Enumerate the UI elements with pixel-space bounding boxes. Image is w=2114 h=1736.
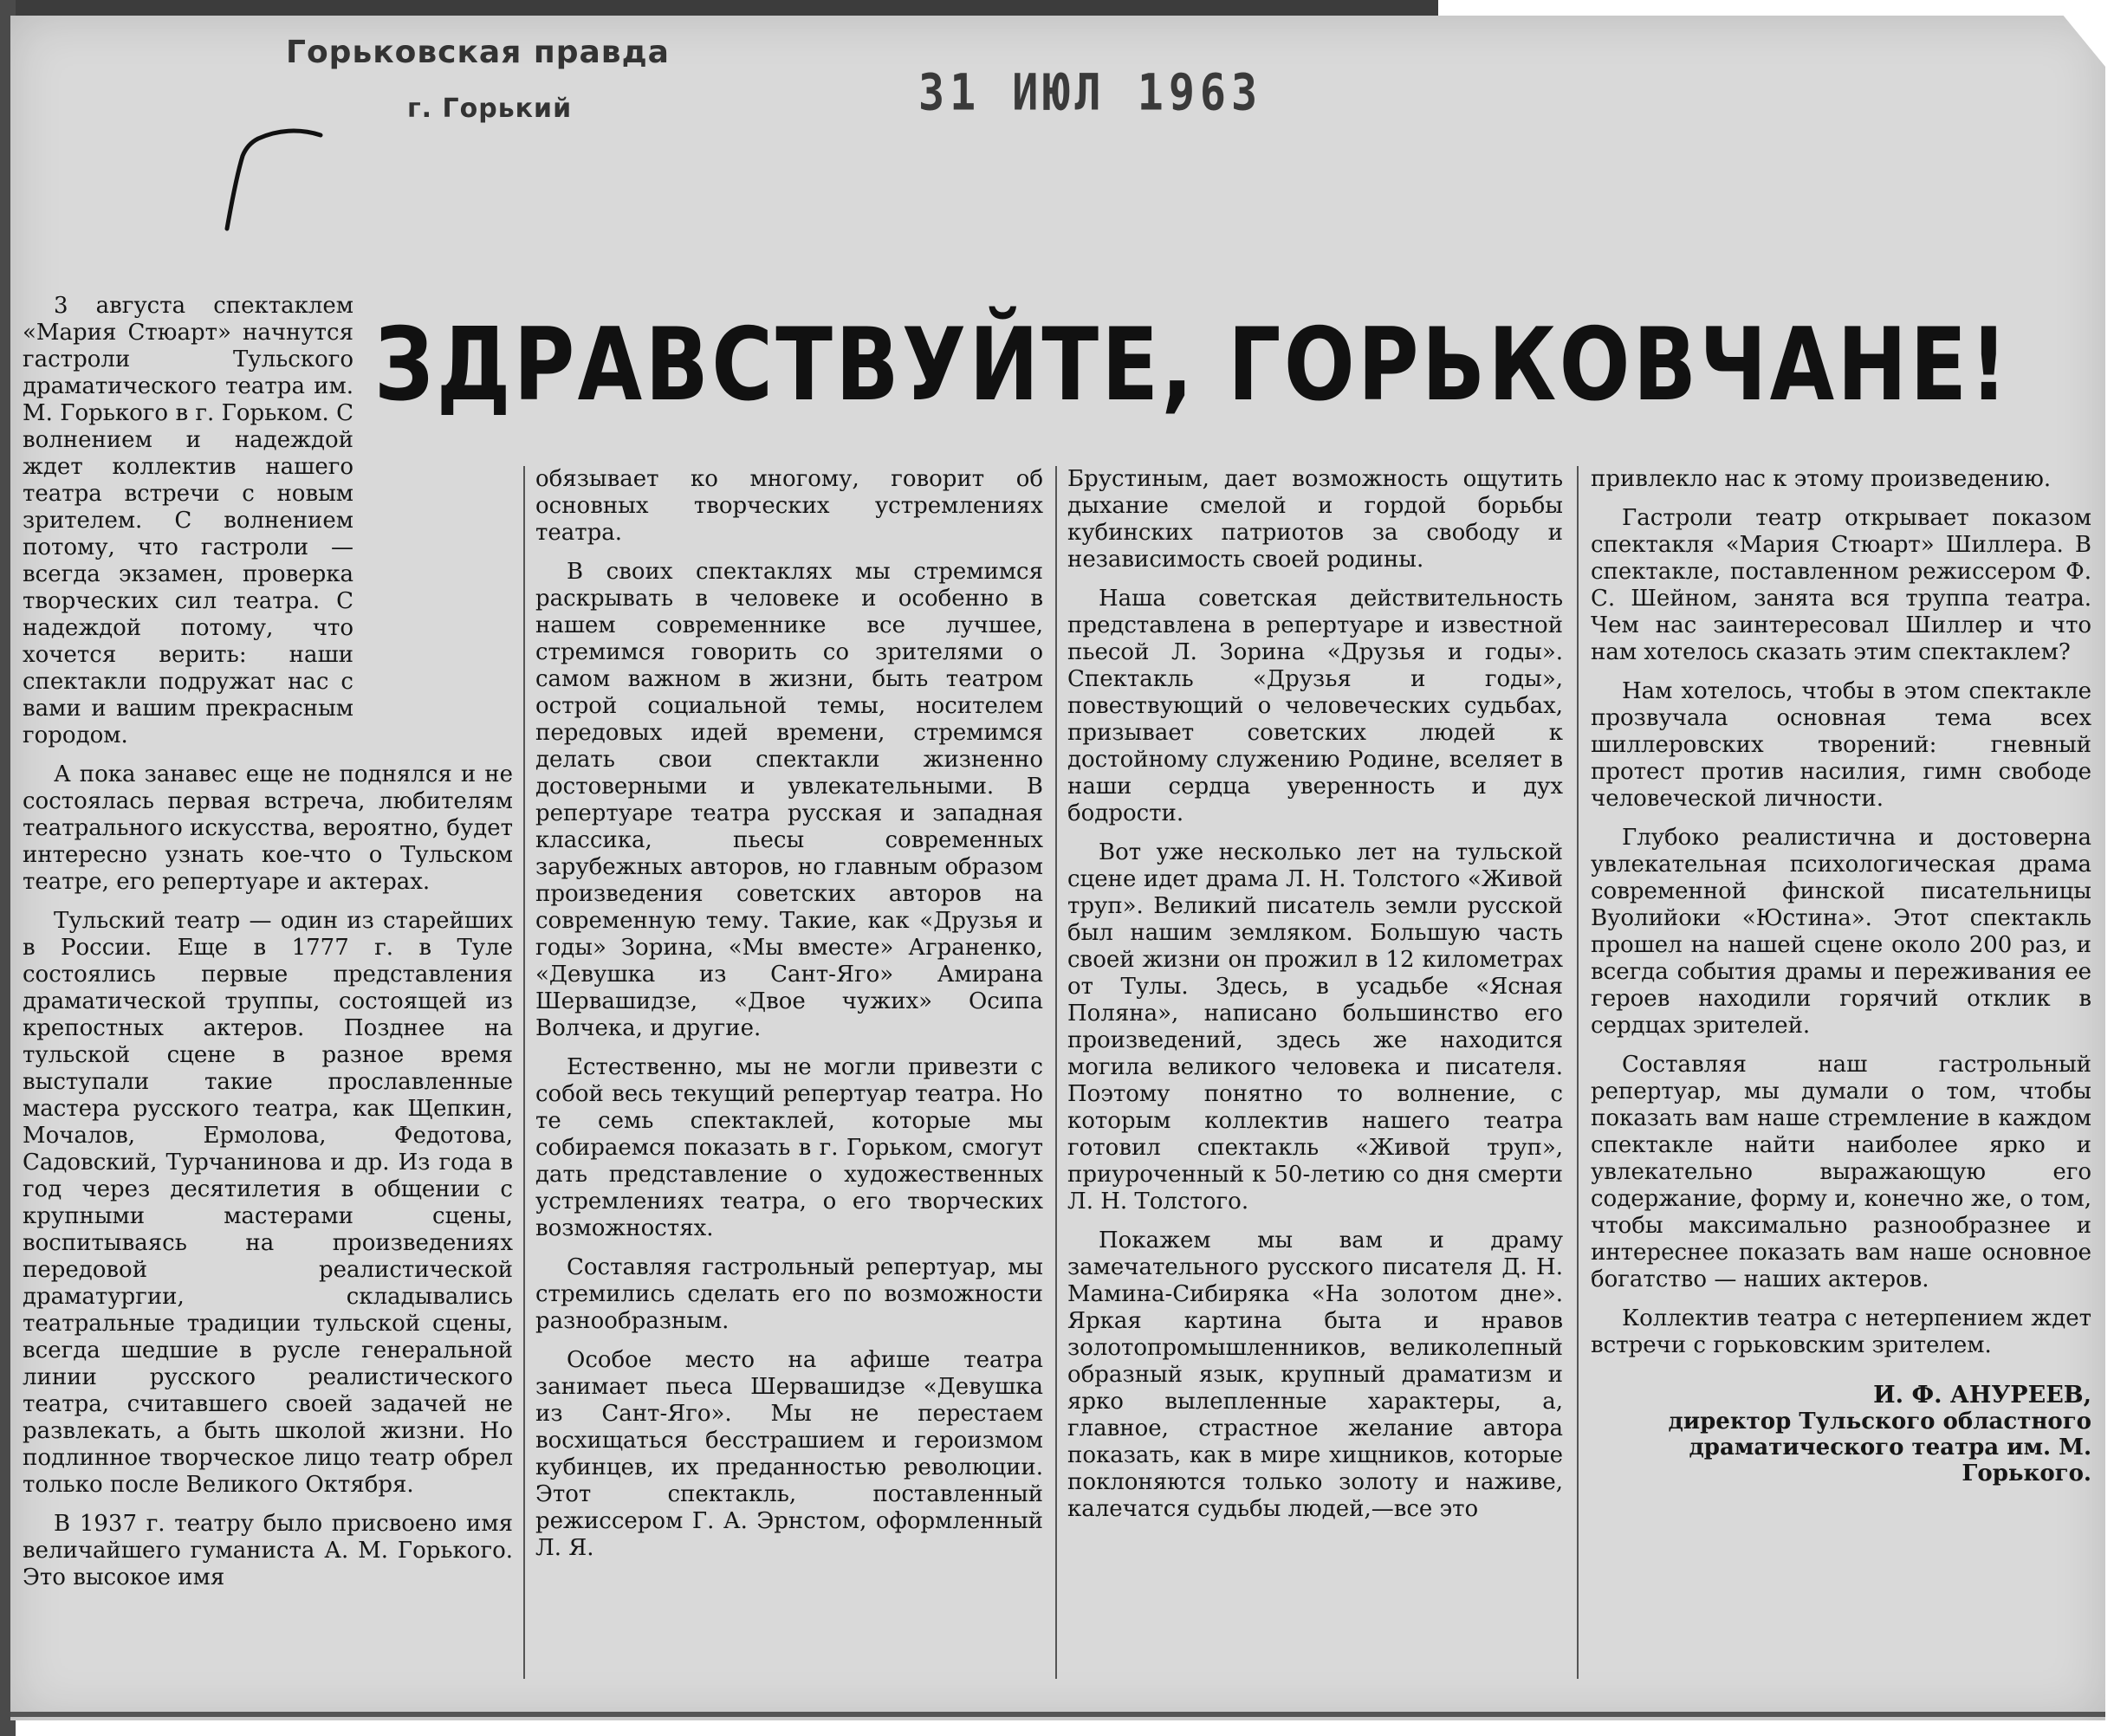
column-divider bbox=[1055, 466, 1057, 1679]
paragraph: А пока занавес еще не поднялся и не состоялась первая встреча, любителям театрального искусства, вероятно, будет интересно узнать кое-что о Тульском театре, его репертуаре и актерах. bbox=[23, 761, 513, 895]
headline: ЗДРАВСТВУЙТЕ, ГОРЬКОВЧАНЕ! bbox=[374, 307, 2011, 424]
column-divider bbox=[1577, 466, 1579, 1679]
article-column-3 bbox=[1067, 466, 1563, 1535]
paragraph: Коллектив театра с нетерпением ждет встречи с горьковским зрителем. bbox=[1591, 1305, 2091, 1358]
city-stamp: г. Горький bbox=[407, 94, 573, 124]
paragraph: Покажем мы вам и драму замечательного русского писателя Д. Н. Мамина-Сибиряка «На золотом дне». Яркая картина быта и нравов золотопромышленников, великолепный образный язык, крупный драматизм и ярко вылепленные характеры, а, главное, страстное желание автора показать, как в мире хищников, которые поклоняются только золоту и наживе, калечатся судьбы людей,—все это bbox=[1067, 1228, 1563, 1522]
article-column-4 bbox=[1591, 466, 2091, 1487]
paragraph: В 1937 г. театру было присвоено имя величайшего гуманиста А. М. Горького. Это высокое имя bbox=[23, 1511, 513, 1590]
signature-role: директор Тульского областного драматического театра им. М. Горького. bbox=[1668, 1409, 2091, 1487]
paragraph: Составляя наш гастрольный репертуар, мы думали о том, чтобы показать вам наше стремление в каждом спектакле найти наиболее ярко и увлекательно выражающую его содержание, форму и, конечно же, о том, чтобы максимально разнообразнее и интереснее показать вам наше основное богатство — наших актеров. bbox=[1591, 1052, 2091, 1292]
date-stamp: 31 ИЮЛ 1963 bbox=[918, 63, 1263, 122]
paragraph: Глубоко реалистична и достоверна увлекательная психологическая драма современной финской писательницы Вуолийоки «Юстина». Этот спектакль прошел на нашей сцене около 200 раз, и всегда события драмы и переживания ее героев находили горячий отклик в сердцах зрителей. bbox=[1591, 825, 2091, 1039]
handwritten-mark bbox=[217, 121, 338, 243]
paragraph: Брустиным, дает возможность ощутить дыхание смелой и гордой борьбы кубинских патриотов за свободу и независимость своей родины. bbox=[1067, 466, 1563, 573]
lead-paragraph: 3 августа спектаклем «Мария Стюарт» начнутся гастроли Тульского драматического театра им. М. Горького в г. Горьком. С волнением и надеждой ждет коллектив нашего театра встречи с новым зрителем. С волнением потому, что гастроли — всегда экзамен, проверка творческих сил театра. С надеждой потому, что хочется верить: наши спектакли подружат нас с вами и вашим прекрасным городом. bbox=[23, 293, 353, 748]
paragraph: В своих спектаклях мы стремимся раскрывать в человеке и особенно в нашем современнике все лучшее, стремимся говорить со зрителями о самом важном в жизни, быть театром острой социальной темы, носителем передовых идей времени, стремимся делать свои спектакли жизненно достоверными и увлекательными. В репертуаре театра русская и западная классика, пьесы современных зарубежных авторов, но главным образом произведения советских авторов на современную тему. Такие, как «Друзья и годы» Зорина, «Мы вместе» Аграненко, «Девушка из Сант-Яго» Амирана Шервашидзе, «Двое чужих» Осипа Волчека, и другие. bbox=[535, 559, 1043, 1041]
paragraph: Наша советская действительность представлена в репертуаре и известной пьесой Л. Зорина «Друзья и годы». Спектакль «Друзья и годы», повествующий о человеческих судьбах, призывает советских людей к достойному служению Родине, вселяет в наши сердца уверенность и дух бодрости. bbox=[1067, 586, 1563, 826]
signature-name: И. Ф. АНУРЕЕВ, bbox=[1873, 1382, 2091, 1409]
newspaper-name-stamp: Горьковская правда bbox=[286, 35, 670, 70]
column-divider bbox=[523, 466, 525, 1679]
paragraph: Вот уже несколько лет на тульской сцене идет драма Л. Н. Толстого «Живой труп». Великий писатель земли русской был нашим земляком. Большую часть своей жизни он прожил в 12 километрах от Тулы. Здесь, в усадьбе «Ясная Поляна», написано большинство его произведений, здесь же находится могила великого человека и писателя. Поэтому понятно то волнение, с которым коллектив нашего театра готовил спектакль «Живой труп», приуроченный к 50-летию со дня смерти Л. Н. Толстого. bbox=[1067, 839, 1563, 1215]
paragraph: привлекло нас к этому произведению. bbox=[1591, 466, 2052, 492]
paragraph: Составляя гастрольный репертуар, мы стремились сделать его по возможности разнообразным. bbox=[535, 1254, 1043, 1334]
paragraph: Гастроли театр открывает показом спектакля «Мария Стюарт» Шиллера. В спектакле, поставленном режиссером Ф. С. Шейном, занята вся труппа театра. Чем нас заинтересовал Шиллер и что нам хотелось сказать этим спектаклем? bbox=[1591, 505, 2091, 665]
paragraph: Нам хотелось, чтобы в этом спектакле прозвучала основная тема всех шиллеровских творений: гневный протест против насилия, гимн свободе человеческой личности. bbox=[1591, 678, 2091, 812]
paragraph: обязывает ко многому, говорит об основных творческих устремлениях театра. bbox=[535, 466, 1043, 546]
bottom-border bbox=[10, 1712, 2105, 1717]
article-column-1 bbox=[23, 293, 513, 1603]
paragraph: Особое место на афише театра занимает пьеса Шервашидзе «Девушка из Сант-Яго». Мы не перестаем восхищаться бесстрашием и героизмом кубинцев, их преданностью революции. Этот спектакль, поставленный режиссером Г. А. Эрнстом, оформленный Л. Я. bbox=[535, 1347, 1043, 1561]
article-column-2 bbox=[535, 466, 1043, 1574]
paragraph: Естественно, мы не могли привезти с собой весь текущий репертуар театра. Но те семь спектаклей, которые мы собираемся показать в г. Горьком, смогут дать представление о художественных устремлениях театра, о его творческих возможностях. bbox=[535, 1054, 1043, 1241]
paragraph: Тульский театр — один из старейших в России. Еще в 1777 г. в Туле состоялись первые представления драматической труппы, состоящей из крепостных актеров. Позднее на тульской сцене в разное время выступали такие прославленные мастера русского театра, как Щепкин, Мочалов, Ермолова, Федотова, Садовский, Турчанинова и др. Из года в год через десятилетия в общении с крупными мастерами сцены, воспитываясь на произведениях передовой реалистической драматургии, складывались театральные традиции тульской сцены, всегда шедшие в русле генеральной линии русского реалистического театра, считавшего своей задачей не развлекать, а быть школой жизни. Но подлинное творческое лицо театр обрел только после Великого Октября. bbox=[23, 908, 513, 1498]
